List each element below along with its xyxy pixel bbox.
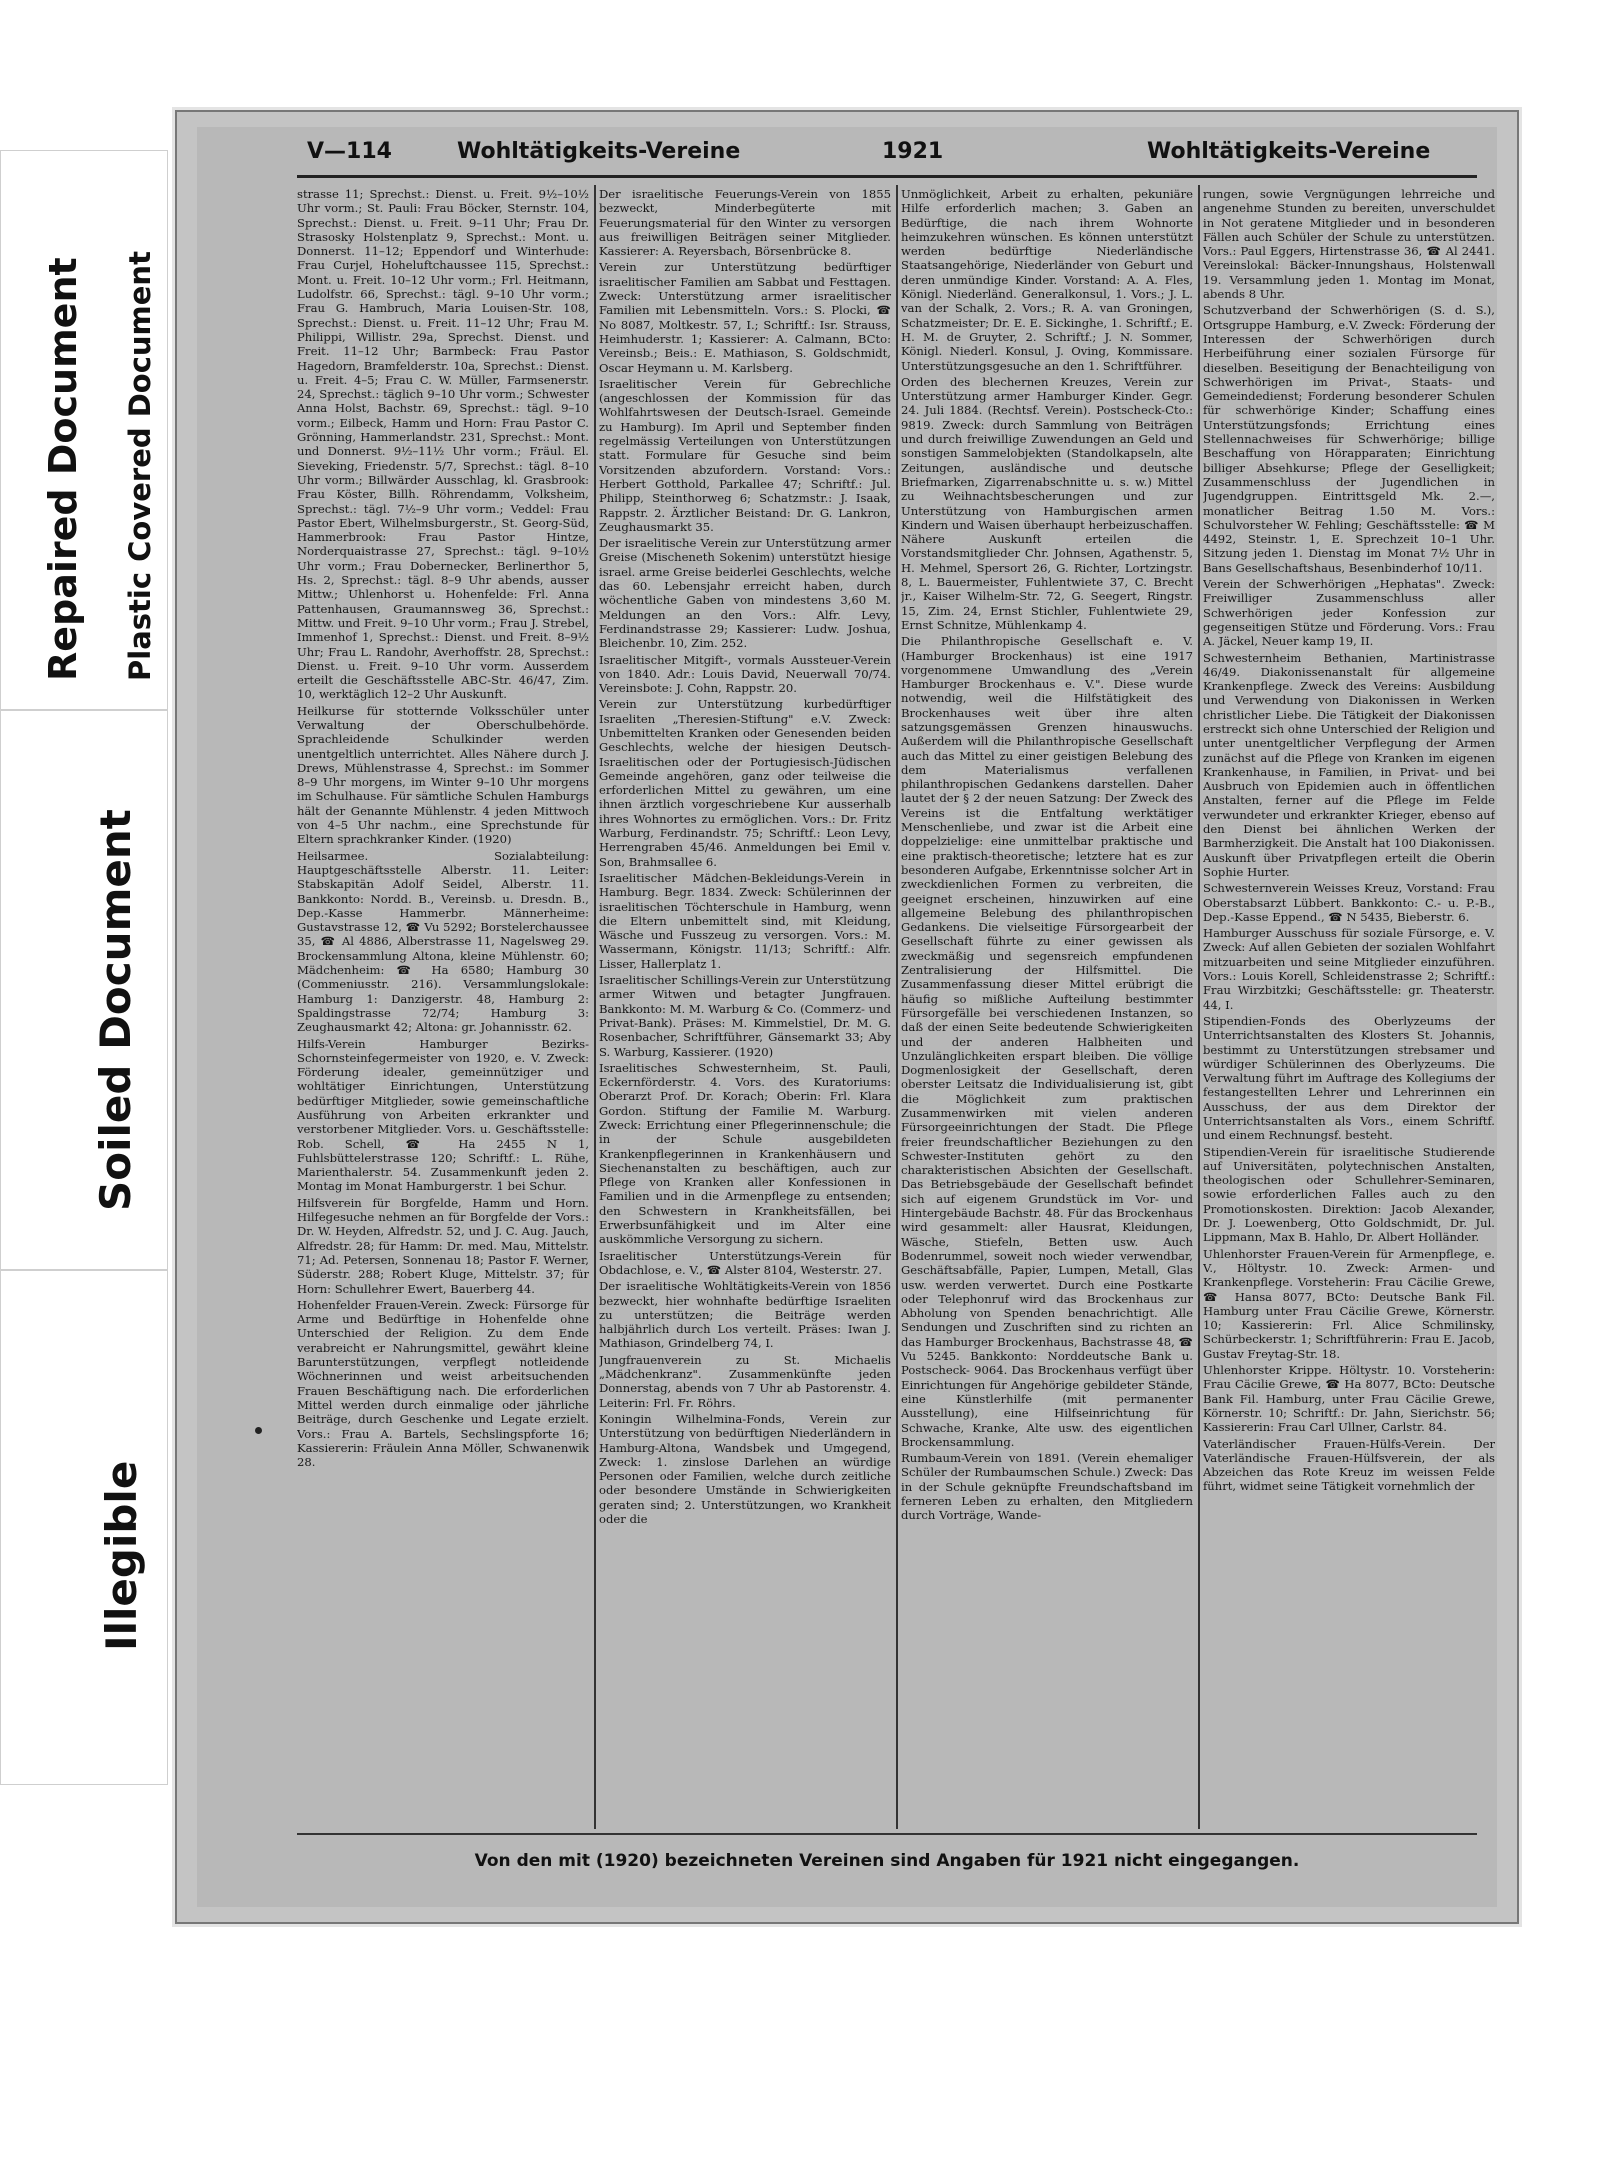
entry-text: Israelitischer Mitgift-, vormals Aussteuer-Verein von 1840. Adr.: Louis David, Neuerwall 70/74. Vereinsbote: J. Cohn, Rappstr. 20. [599,652,891,696]
entry-text: Israelitischer Unterstützungs-Verein für Obdachlose, e. V., ☎ Alster 8104, Westerstr. 27. [599,1248,891,1277]
margin-dot [255,1427,262,1434]
scanned-page [175,110,1519,1924]
entry-text: Verein zur Unterstützung bedürftiger israelitischer Familien am Sabbat und Festtagen. Zweck: Unterstützung armer israelitischer Familien mit Lebensmitteln. Vors.: S. Plocki, ☎ No 8087, Moltkestr. 57, I.; Schriftf.: Isr. Strauss, Heimhuderstr. 1; Kassierer: A. Calmann, BCto: Vereinsb.; Beis.: E. Mathiason, S. Goldschmidt, Oscar Heymann u. M. Karlsberg. [599,260,891,375]
header-year: 1921 [882,139,944,164]
illegible-tab [0,1270,168,1785]
entry-text: Der israelitische Feuerungs-Verein von 1855 bezweckt, Minderbegüterte mit Feuerungsmaterial für den Winter zu versorgen aus freiwilligen Beiträgen seiner Mitglieder. Kassierer: A. Reyersbach, Börsenbrücke 8. [599,187,891,259]
entry-text: Orden des blechernen Kreuzes, Verein zur Unterstützung armer Hamburger Kinder. Gegr. 24. Juli 1884. (Rechtsf. Verein). Postscheck-Cto.: 9819. Zweck: durch Sammlung von Beiträgen und durch freiwillige Zuwendungen an Geld und sonstigen Sammelobjekten (Standolkapseln, alte Zeitungen, ausländische und deutsche Briefmarken, Zigarrenabschnitte u. s. w.) Mittel zu Weihnachtsbescherungen und zur Unterstützung von Hamburgischen armen Kindern und Waisen überhaupt herbeizuschaffen. Nähere Auskunft erteilen die Vorstandsmitglieder Chr. Johnsen, Agathenstr. 5, H. Mehmel, Spersort 26, G. Richter, Lortzingstr. 8, L. Bauermeister, Fuhlentwiete 37, C. Brecht jr., Kaiser Wilhelm-Str. 72, G. Seegert, Ringstr. 15, Zim. 24, Ernst Stichler, Fuhlentwiete 29, Ernst Schnitze, Mühlenkamp 4. [901,374,1193,632]
entry-text: Jungfrauenverein zu St. Michaelis „Mädchenkranz". Zusammenkünfte jeden Donnerstag, abends von 7 Uhr ab Pastorenstr. 4. Leiterin: Frl. Fr. Röhrs. [599,1352,891,1410]
header-rule [297,175,1477,178]
entry-text: Verein zur Unterstützung kurbedürftiger Israeliten „Theresien-Stiftung" e.V. Zweck: Unbemittelten Kranken oder Genesenden beiden Geschlechts, welche der hiesigen Deutsch-Israelitischen oder der Portugiesisch-Jüdischen Gemeinde angehören, ganz oder teilweise die erforderlichen Mittel zu gewähren, um eine ihnen ärztlich vorgeschriebene Kur ausserhalb ihres Wohnortes zu ermöglichen. Vors.: Dr. Fritz Warburg, Ferdinandstr. 75; Schriftf.: Leon Levy, Herrengraben 45/46. Anmeldungen bei Emil v. Son, Brahmsallee 6. [599,697,891,869]
entry-text: Hohenfelder Frauen-Verein. Zweck: Fürsorge für Arme und Bedürftige in Hohenfelde ohne Unterschied der Religion. Zu dem Ende verabreicht er Nahrungsmittel, gewährt kleine Barunterstützungen, verpflegt notleidende Wöchnerinnen und weist arbeitsuchenden Frauen Beschäftigung nach. Die erforderlichen Mittel werden durch einmalige oder jährliche Beiträge, durch Geschenke und Legate erzielt. Vors.: Frau A. Bartels, Sechslingspforte 16; Kassiererin: Fräulein Anna Möller, Schwanenwik 28. [297,1297,589,1470]
entry-text: Hilfsverein für Borgfelde, Hamm und Horn. Hilfegesuche nehmen an für Borgfelde der Vors.: Dr. W. Heyden, Alfredstr. 52, und J. C. Aug. Jauch, Alfredstr. 28; für Hamm: Dr. med. Mau, Mittelstr. 71; Ad. Petersen, Sonnenau 18; Pastor F. Werner, Süderstr. 288; Robert Kluge, Mittelstr. 37; für Horn: Schullehrer Ewert, Bauerberg 44. [297,1195,589,1296]
column-divider [896,185,898,1829]
entry-text: Israelitisches Schwesternheim, St. Pauli, Eckernförderstr. 4. Vors. des Kuratoriums: Oberarzt Prof. Dr. Korach; Oberin: Frl. Klara Gordon. Stiftung der Familie M. Warburg. Zweck: Errichtung einer Pflegerinnenschule; die in der Schule ausgebildeten Krankenpflegerinnen in Krankenhäusern und Siechenanstalten zu beschäftigen, auch zur Pflege von Kranken aller Konfessionen in Familien und in die Armenpflege zu entsenden; den Schwestern in Krankheitsfällen, bei Erwerbsunfähigkeit und im Alter eine auskömmliche Versorgung zu sichern. [599,1060,891,1247]
entry-text: Schwesternverein Weisses Kreuz, Vorstand: Frau Oberstabsarzt Lübbert. Bankkonto: C.- u. P.-B., Dep.-Kasse Eppend., ☎ N 5435, Bieberstr. 6. [1203,881,1495,924]
illegible-label: Illegible [97,1460,146,1651]
footer-note: Von den mit (1920) bezeichneten Vereinen sind Angaben für 1921 nicht eingegangen. [474,1851,1300,1871]
page-body [197,127,1497,1907]
entry-text: rungen, sowie Vergnügungen lehrreiche und angenehme Stunden zu bereiten, unverschuldet in Not geratene Mitglieder und in besonderen Fällen auch Schüler der Schule zu unterstützen. Vors.: Paul Eggers, Hirtenstrasse 36, ☎ Al 2441. Vereinslokal: Bäcker-Innungshaus, Holstenwall 19. Versammlung jeden 1. Montag im Monat, abends 8 Uhr. [1203,187,1495,302]
entry-text: Hilfs-Verein Hamburger Bezirks-Schornsteinfegermeister von 1920, e. V. Zweck: Förderung idealer, gemeinnütziger und wohltätiger Einrichtungen, Unterstützung bedürftiger Mitglieder, sowie gemeinschaftliche Ausführung von Arbeiten erkrankter und verstorbener Mitglieder. Vors. u. Geschäftsstelle: Rob. Schell, ☎ Ha 2455 N 1, Fuhlsbüttelerstrasse 120; Schriftf.: L. Rühe, Marienthalerstr. 54. Zusammenkunft jeden 2. Montag im Monat Hamburgerstr. 1 bei Schur. [297,1036,589,1194]
header-left-title: Wohltätigkeits-Vereine [457,139,741,164]
soiled-document-label: Soiled Document [91,809,140,1211]
entry-text: Heilkurse für stotternde Volksschüler unter Verwaltung der Oberschulbehörde. Sprachleidende Schulkinder werden unentgeltlich unterrichtet. Alles Nähere durch J. Drews, Mühlenstrasse 4, Sprechst.: im Sommer 8–9 Uhr morgens, im Winter 9–10 Uhr morgens im Schulhause. Für sämtliche Schulen Hamburgs hält der Genannte Mühlenstr. 4 jeden Mittwoch von 4–5 Uhr nachm., eine Sprechstunde für Eltern sprachkranker Kinder. (1920) [297,703,589,847]
entry-text: Schutzverband der Schwerhörigen (S. d. S.), Ortsgruppe Hamburg, e.V. Zweck: Förderung der Interessen der Schwerhörigen durch Herbeiführung einer sozialen Fürsorge für dieselben. Beseitigung der Benachteiligung von Schwerhörigen im Privat-, Staats- und Gemeindedienst; Forderung besonderer Schulen für schwerhörige Kinder; Schaffung eines Unterstützungsfonds; Errichtung eines Stellennachweises für Schwerhörige; billige Beschaffung von Hörapparaten; Einrichtung billiger Absehkurse; Pflege der Geselligkeit; Zusammenschluss der Jugendlichen in Jugendgruppen. Eintrittsgeld Mk. 2.—, monatlicher Beitrag 1.50 M. Vors.: Schulvorsteher W. Fehling; Geschäftsstelle: ☎ M 4492, Steinstr. 1, E. Sprechzeit 10–1 Uhr. Sitzung jeden 1. Dienstag im Monat 7½ Uhr in Bans Gesellschaftshaus, Besenbinderhof 10/11. [1203,303,1495,575]
entry-text: Der israelitische Wohltätigkeits-Verein von 1856 bezweckt, hier wohnhafte bedürftige Israeliten zu unterstützen; die Beiträge werden halbjährlich durch Los verteilt. Präses: Iwan J. Mathiason, Grindelberg 74, I. [599,1279,891,1351]
entry-text: Heilsarmee. Sozialabteilung: Hauptgeschäftsstelle Alberstr. 11. Leiter: Stabskapitän Adolf Seidel, Alberstr. 11. Bankkonto: Nordd. B., Vereinsb. u. Dresdn. B., Dep.-Kasse Hammerbr. Männerheime: Gustavstrasse 12, ☎ Vu 5292; Borstelerchaussee 35, ☎ Al 4886, Alberstrasse 11, Nagelsweg 29. Brockensammlung Altona, kleine Mühlenstr. 60; Mädchenheim: ☎ Ha 6580; Hamburg 30 (Commeniusstr. 216). Versammlungslokale: Hamburg 1: Danzigerstr. 48, Hamburg 2: Spaldingstrasse 72/74; Hamburg 3: Zeughausmarkt 42; Altona: gr. Johannisstr. 62. [297,848,589,1035]
entry-text: Der israelitische Verein zur Unterstützung armer Greise (Mischeneth Sokenim) unterstützt hiesige israel. arme Greise beiderlei Geschlechts, welche das 60. Lebensjahr erreicht haben, durch wöchentliche Gaben von mindestens 3,60 M. Meldungen an den Vors.: Alfr. Levy, Ferdinandstrasse 29; Kassierer: Ludw. Joshua, Bleichenbr. 10, Zim. 252. [599,536,891,651]
entry-text: Verein der Schwerhörigen „Hephatas". Zweck: Freiwilliger Zusammenschluss aller Schwerhörigen jeder Konfession zur gegenseitigen Stütze und Förderung. Vors.: Frau A. Jäckel, Neuer kamp 19, II. [1203,577,1495,649]
header-right-title: Wohltätigkeits-Vereine [1147,139,1431,164]
entry-text: Unmöglichkeit, Arbeit zu erhalten, pekuniäre Hilfe erforderlich machen; 3. Gaben an Bedürftige, die nach ihrem Wohnorte heimzukehren wünschen. Es können unterstützt werden bedürftige Niederländische Staatsangehörige, Niederländer von Geburt und deren unmündige Kinder. Vorstand: A. A. Fles, Königl. Niederländ. Generalkonsul, 1. Vors.; J. L. van der Schalk, 2. Vors.; R. A. van Groningen, Schatzmeister; Dr. E. E. Sickinghe, 1. Schriftf.; E. H. M. de Gruyter, 2. Schriftf.; J. N. Sommer, Königl. Niederl. Konsul, J. Oving, Kommissare. Unterstützungsgesuche an den 1. Schriftführer. [901,187,1193,373]
column-divider [594,185,596,1829]
entry-text: Uhlenhorster Frauen-Verein für Armenpflege, e. V., Höltystr. 10. Zweck: Armen- und Krankenpflege. Vorsteherin: Frau Cäcilie Grewe, ☎ Hansa 8077, BCto: Deutsche Bank Fil. Hamburg unter Frau Cäcilie Grewe, Körnerstr. 10; Kassiererin: Frl. Alice Schmilinsky, Schürbeckerstr. 1; Schriftführerin: Frau E. Jacob, Gustav Freytag-Str. 18. [1203,1246,1495,1361]
entry-text: Israelitischer Schillings-Verein zur Unterstützung armer Witwen und betagter Jungfrauen. Bankkonto: M. M. Warburg & Co. (Commerz- und Privat-Bank). Präses: M. Kimmelstiel, Dr. M. G. Rosenbacher, Schriftführer, Gänsemarkt 33; Aby S. Warburg, Kassierer. (1920) [599,973,891,1059]
repaired-document-tab [0,150,168,710]
entry-text: strasse 11; Sprechst.: Dienst. u. Freit. 9½–10½ Uhr vorm.; St. Pauli: Frau Böcker, Sternstr. 104, Sprechst.: Dienst. u. Freit. 9–11 Uhr; Frau Dr. Strasosky Holstenplatz 9, Sprechst.: Mont. u. Donnerst. 11–12; Eppendorf und Winterhude: Frau Curjel, Hoheluftchaussee 115, Sprechst.: Mont. u. Freit. 10–12 Uhr vorm.; Frl. Heitmann, Ludolfstr. 66, Sprechst.: tägl. 9–10 Uhr vorm.; Frau G. Hambruch, Maria Louisen-Str. 108, Sprechst.: Dienst. u. Freit. 11–12 Uhr; Frau M. Philippi, Willistr. 29a, Sprechst. Dienst. und Freit. 11–12 Uhr; Barmbeck: Frau Pastor Hagedorn, Bramfelderstr. 10a, Sprechst.: Dienst. u. Freit. 4–5; Frau C. W. Müller, Farmsenerstr. 24, Sprechst.: täglich 9–10 Uhr vorm.; Schwester Anna Holst, Bachstr. 69, Sprechst.: tägl. 9–10 vorm.; Eilbeck, Hamm und Horn: Frau Pastor C. Grönning, Hammerlandstr. 231, Sprechst.: Mont. und Donnerst. 9½–11½ Uhr vorm.; Fräul. El. Sieveking, Friedenstr. 5/7, Sprechst.: tägl. 8–10 Uhr vorm.; Billwärder Ausschlag, kl. Grasbrook: Frau Köster, Billh. Röhrendamm, Volksheim, Sprechst.: tägl. 7½–9 Uhr vorm.; Veddel: Frau Pastor Ebert, Wilhelmsburgerstr., St. Georg-Süd, Hammerbrook: Frau Pastor Hintze, Norderquaistrasse 27, Sprechst.: tägl. 9–10½ Uhr vorm.; Frau Dobernecker, Berlinerthor 5, Hs. 2, Sprechst.: tägl. 8–9 Uhr abends, ausser Mittw.; Uhlenhorst u. Hohenfelde: Frl. Anna Pattenhausen, Graumannsweg 36, Sprechst.: Mittw. und Freit. 9–10 Uhr vorm.; Frau J. Strebel, Immenhof 1, Sprechst.: Dienst. und Freit. 8–9½ Uhr; Frau L. Randohr, Averhoffstr. 28, Sprechst.: Dienst. u. Freit. 9–10 Uhr vorm. Ausserdem erteilt die Geschäftsstelle ABC-Str. 46/47, Zim. 10, werktäglich 12–2 Uhr Auskunft. [297,187,589,702]
repaired-document-label: Repaired Document [41,257,85,681]
entry-text: Die Philanthropische Gesellschaft e. V. (Hamburger Brockenhaus) ist eine 1917 vorgenommene Umwandlung des „Verein Hamburger Brockenhaus e. V.". Diese wurde notwendig, weil die Hilfstätigkeit des Brockenhauses weit über ihre alten satzungsgemässen Grenzen hinauswuchs. Außerdem will die Philanthropische Gesellschaft auch das Mittel zu einer geistigen Belebung des dem Materialismus verfallenen philanthropischen Gedankens darstellen. Daher lautet der § 2 der neuen Satzung: Der Zweck des Vereins ist die Entfaltung werktätiger Menschenliebe, und zwar ist die Arbeit eine doppelzielige: eine unmittelbar praktische und eine praktisch-theoretische; letztere hat es zur besonderen Aufgabe, Erkenntnisse solcher Art in zweckdienlichen Formen zu verbreiten, die geeignet erscheinen, hinzuwirken auf eine allgemeine Belebung des philanthropischen Gedankens. Die vielseitige Fürsorgearbeit der Gesellschaft führte zu einer gewissen als zweckmäßig und segensreich empfundenen Zentralisierung der Hilfsmittel. Die Zusammenfassung dieser Mittel erübrigt die häufig so mißliche Aufteilung bestimmter Fürsorgefälle bei verschiedenen Instanzen, so daß der einen Seite bedeutende Schwierigkeiten und der anderen Halbheiten und Unzulänglichkeiten erspart bleiben. Die völlige Dogmenlosigkeit der Gesellschaft, deren oberster Leitsatz die Individualisierung ist, gibt die Möglichkeit zum praktischen Zusammenwirken mit vielen anderen Fürsorgeeinrichtungen der Stadt. Die Pflege freier freundschaftlicher Beziehungen zu den Schwester-Instituten gehört zu den charakteristischen Absichten der Gesellschaft. Das Betriebsgebäude der Gesellschaft befindet sich auf eigenem Grundstück im Vor- und Hintergebäude Bachstr. 48. Für das Brockenhaus wird gesammelt: aller Hausrat, Kleidungen, Wäsche, Stiefeln, Betten usw. Auch Bodenrummel, soweit noch wieder verwendbar, Geschäftsabfälle, Papier, Lumpen, Metall, Glas usw. werden verwertet. Durch eine Postkarte oder Telephonruf wird das Brockenhaus zur Abholung von Spenden benachrichtigt. Alle Sendungen und Zuschriften sind zu richten an das Hamburger Brockenhaus, Bachstrasse 48, ☎ Vu 5245. Bankkonto: Norddeutsche Bank u. Postscheck- 9064. Das Brockenhaus verfügt über Einrichtungen für Angehörige gebildeter Stände, eine Künstlerhilfe (mit permanenter Ausstellung), eine Hilfseinrichtung für Schwache, Kranke, Alte usw. des eigentlichen Brockensammlung. [901,634,1193,1449]
footer-rule [297,1833,1477,1835]
running-header [307,139,1477,173]
soiled-document-tab [0,710,168,1270]
entry-text: Stipendien-Fonds des Oberlyzeums der Unterrichtsanstalten des Klosters St. Johannis, bestimmt zu Unterstützungen strebsamer und würdiger Schülerinnen des Oberlyzeums. Die Verwaltung führt im Auftrage des Kollegiums der festangestellten Lehrer und Lehrerinnen ein Ausschuss, der aus dem Direktor der Unterrichtsanstalten als Vors., einem Schriftf. und einem Rechnungsf. besteht. [1203,1013,1495,1143]
entry-text: Vaterländischer Frauen-Hülfs-Verein. Der Vaterländische Frauen-Hülfsverein, der als Abzeichen das Rote Kreuz im weissen Felde führt, widmet seine Tätigkeit vornehmlich der [1203,1436,1495,1494]
entry-text: Hamburger Ausschuss für soziale Fürsorge, e. V. Zweck: Auf allen Gebieten der sozialen Wohlfahrt mitzuarbeiten und seine Mitglieder einzuführen. Vors.: Louis Korell, Schleidenstrasse 2; Schriftf.: Frau Wirzbitzki; Geschäftsstelle: gr. Theaterstr. 44, I. [1203,926,1495,1012]
column-divider [1198,185,1200,1829]
text-column-4 [1203,187,1495,1829]
plastic-covered-label: Plastic Covered Document [123,251,157,681]
entry-text: Israelitischer Verein für Gebrechliche (angeschlossen der Kommission für das Wohlfahrtswesen der Deutsch-Israel. Gemeinde zu Hamburg). Im April und September finden regelmässig Verteilungen von Unterstützungen statt. Formulare für Gesuche sind beim Vorsitzenden abzufordern. Vorstand: Vors.: Herbert Gotthold, Parkallee 47; Schriftf.: Jul. Philipp, Steinthorweg 6; Schatzmstr.: J. Isaak, Rappstr. 2. Ärztlicher Beistand: Dr. G. Lankron, Zeughausmarkt 35. [599,376,891,534]
entry-text: Schwesternheim Bethanien, Martinistrasse 46/49. Diakonissenanstalt für allgemeine Krankenpflege. Zweck des Vereins: Ausbildung und Verwendung von Diakonissen in Werken christlicher Liebe. Die Tätigkeit der Diakonissen erstreckt sich ohne Unterschied der Religion und unter unentgeltlicher Verpflegung der Armen zunächst auf die Pflege von Kranken im eigenen Krankenhause, in Familien, in Privat- und bei Ausbruch von Epidemien auch in öffentlichen Anstalten, ferner auf die Pflege im Felde verwundeter und erkrankter Krieger, ebenso auf den Dienst bei ähnlichen Werken der Barmherzigkeit. Die Anstalt hat 100 Diakonissen. Auskunft über Privatpflegen erteilt die Oberin Sophie Hurter. [1203,650,1495,879]
text-column-3 [901,187,1193,1829]
text-column-1 [297,187,589,1829]
entry-text: Koningin Wilhelmina-Fonds, Verein zur Unterstützung von bedürftigen Niederländern in Hamburg-Altona, Wandsbek und Umgegend, Zweck: 1. zinslose Darlehen an würdige Personen oder Familien, welche durch zeitliche oder besondere Umstände in Schwierigkeiten geraten sind; 2. Unterstützungen, wo Krankheit oder die [599,1411,891,1527]
text-column-2 [599,187,891,1829]
entry-text: Stipendien-Verein für israelitische Studierende auf Universitäten, polytechnischen Anstalten, theologischen oder Schullehrer-Seminaren, sowie erforderlichen Falles auch zu den Promotionskosten. Direktion: Jacob Alexander, Dr. J. Loewenberg, Otto Goldschmidt, Dr. Jul. Lippmann, Max B. Hahlo, Dr. Albert Holländer. [1203,1144,1495,1245]
page-number: V—114 [307,139,392,164]
entry-text: Uhlenhorster Krippe. Höltystr. 10. Vorsteherin: Frau Cäcilie Grewe, ☎ Ha 8077, BCto: Deutsche Bank Fil. Hamburg, unter Frau Cäcilie Grewe, Körnerstr. 10; Schriftf.: Dr. Jahn, Sierichstr. 56; Kassiererin: Frau Carl Ullner, Carlstr. 84. [1203,1363,1495,1435]
entry-text: Israelitischer Mädchen-Bekleidungs-Verein in Hamburg. Begr. 1834. Zweck: Schülerinnen der israelitischen Töchterschule in Hamburg, wenn die Eltern unbemittelt sind, mit Kleidung, Wäsche und Fusszeug zu versorgen. Vors.: M. Wassermann, Königstr. 11/13; Schriftf.: Alfr. Lisser, Hallerplatz 1. [599,870,891,971]
entry-text: Rumbaum-Verein von 1891. (Verein ehemaliger Schüler der Rumbaumschen Schule.) Zweck: Das in der Schule geknüpfte Freundschaftsband im ferneren Leben zu erhalten, den Mitgliedern durch Vorträge, Wande- [901,1451,1193,1523]
